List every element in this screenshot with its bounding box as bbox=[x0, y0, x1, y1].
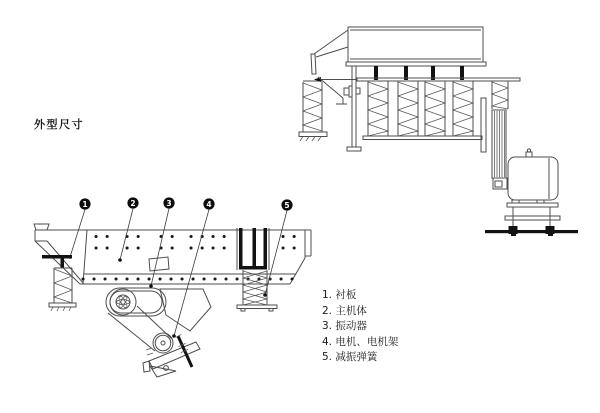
spring bbox=[425, 81, 445, 136]
suspension-springs bbox=[368, 81, 473, 136]
motor-base-plate bbox=[507, 203, 558, 207]
callout-number-1: 1 bbox=[82, 199, 88, 209]
leader-5 bbox=[265, 211, 287, 296]
spring-rail-top bbox=[357, 78, 520, 81]
motor-assembly bbox=[485, 149, 578, 236]
side-plate bbox=[481, 98, 486, 152]
legend-item-label: 5. 减振弹簧 bbox=[322, 351, 378, 363]
vibrator-pulley bbox=[110, 289, 136, 315]
tension-rod bbox=[176, 334, 192, 367]
belt-guard-column bbox=[492, 110, 507, 189]
callout-number-3: 3 bbox=[166, 198, 172, 208]
leader-1 bbox=[70, 210, 85, 258]
spring bbox=[453, 81, 473, 136]
inspection-hatch bbox=[149, 257, 169, 271]
leader-4 bbox=[174, 210, 209, 337]
spring bbox=[398, 81, 418, 136]
legend-item bbox=[322, 350, 398, 366]
legend-item-label: 3. 振动器 bbox=[322, 320, 367, 332]
legend-item bbox=[322, 288, 398, 304]
ground-line bbox=[485, 230, 578, 233]
channel-bracket-right bbox=[237, 228, 269, 270]
callout-number-4: 4 bbox=[206, 199, 212, 209]
legend-item-label: 1. 衬板 bbox=[322, 289, 357, 301]
leader-2 bbox=[120, 209, 133, 261]
deflector-bracket bbox=[311, 30, 357, 104]
legend-item bbox=[322, 304, 398, 320]
motor-body bbox=[508, 157, 558, 200]
anchor-bolt bbox=[344, 88, 349, 95]
spring bbox=[368, 81, 388, 136]
left-suspension-spring bbox=[299, 81, 327, 141]
trough-box bbox=[346, 27, 486, 66]
lifting-eye bbox=[526, 152, 532, 157]
callout-number-2: 2 bbox=[130, 198, 136, 208]
damping-spring-left bbox=[49, 268, 76, 311]
page-title: 外型尺寸 bbox=[34, 118, 84, 131]
parts-legend bbox=[322, 288, 398, 366]
mount-flange bbox=[346, 62, 486, 66]
legend-item-label: 2. 主机体 bbox=[322, 304, 367, 317]
right-short-spring bbox=[492, 81, 508, 109]
left-support-plate bbox=[344, 66, 361, 151]
spring-rail-bottom bbox=[363, 136, 482, 140]
callout-number-5: 5 bbox=[284, 200, 290, 210]
side-view bbox=[34, 197, 311, 377]
legend-item bbox=[322, 335, 398, 351]
end-view bbox=[299, 27, 578, 236]
callout-leaders bbox=[68, 209, 287, 338]
legend-item-label: 4. 电机、电机架 bbox=[322, 335, 399, 348]
damping-spring-right bbox=[237, 270, 277, 311]
callouts bbox=[79, 197, 292, 210]
feed-lip bbox=[34, 224, 49, 230]
legend-item bbox=[322, 319, 398, 335]
